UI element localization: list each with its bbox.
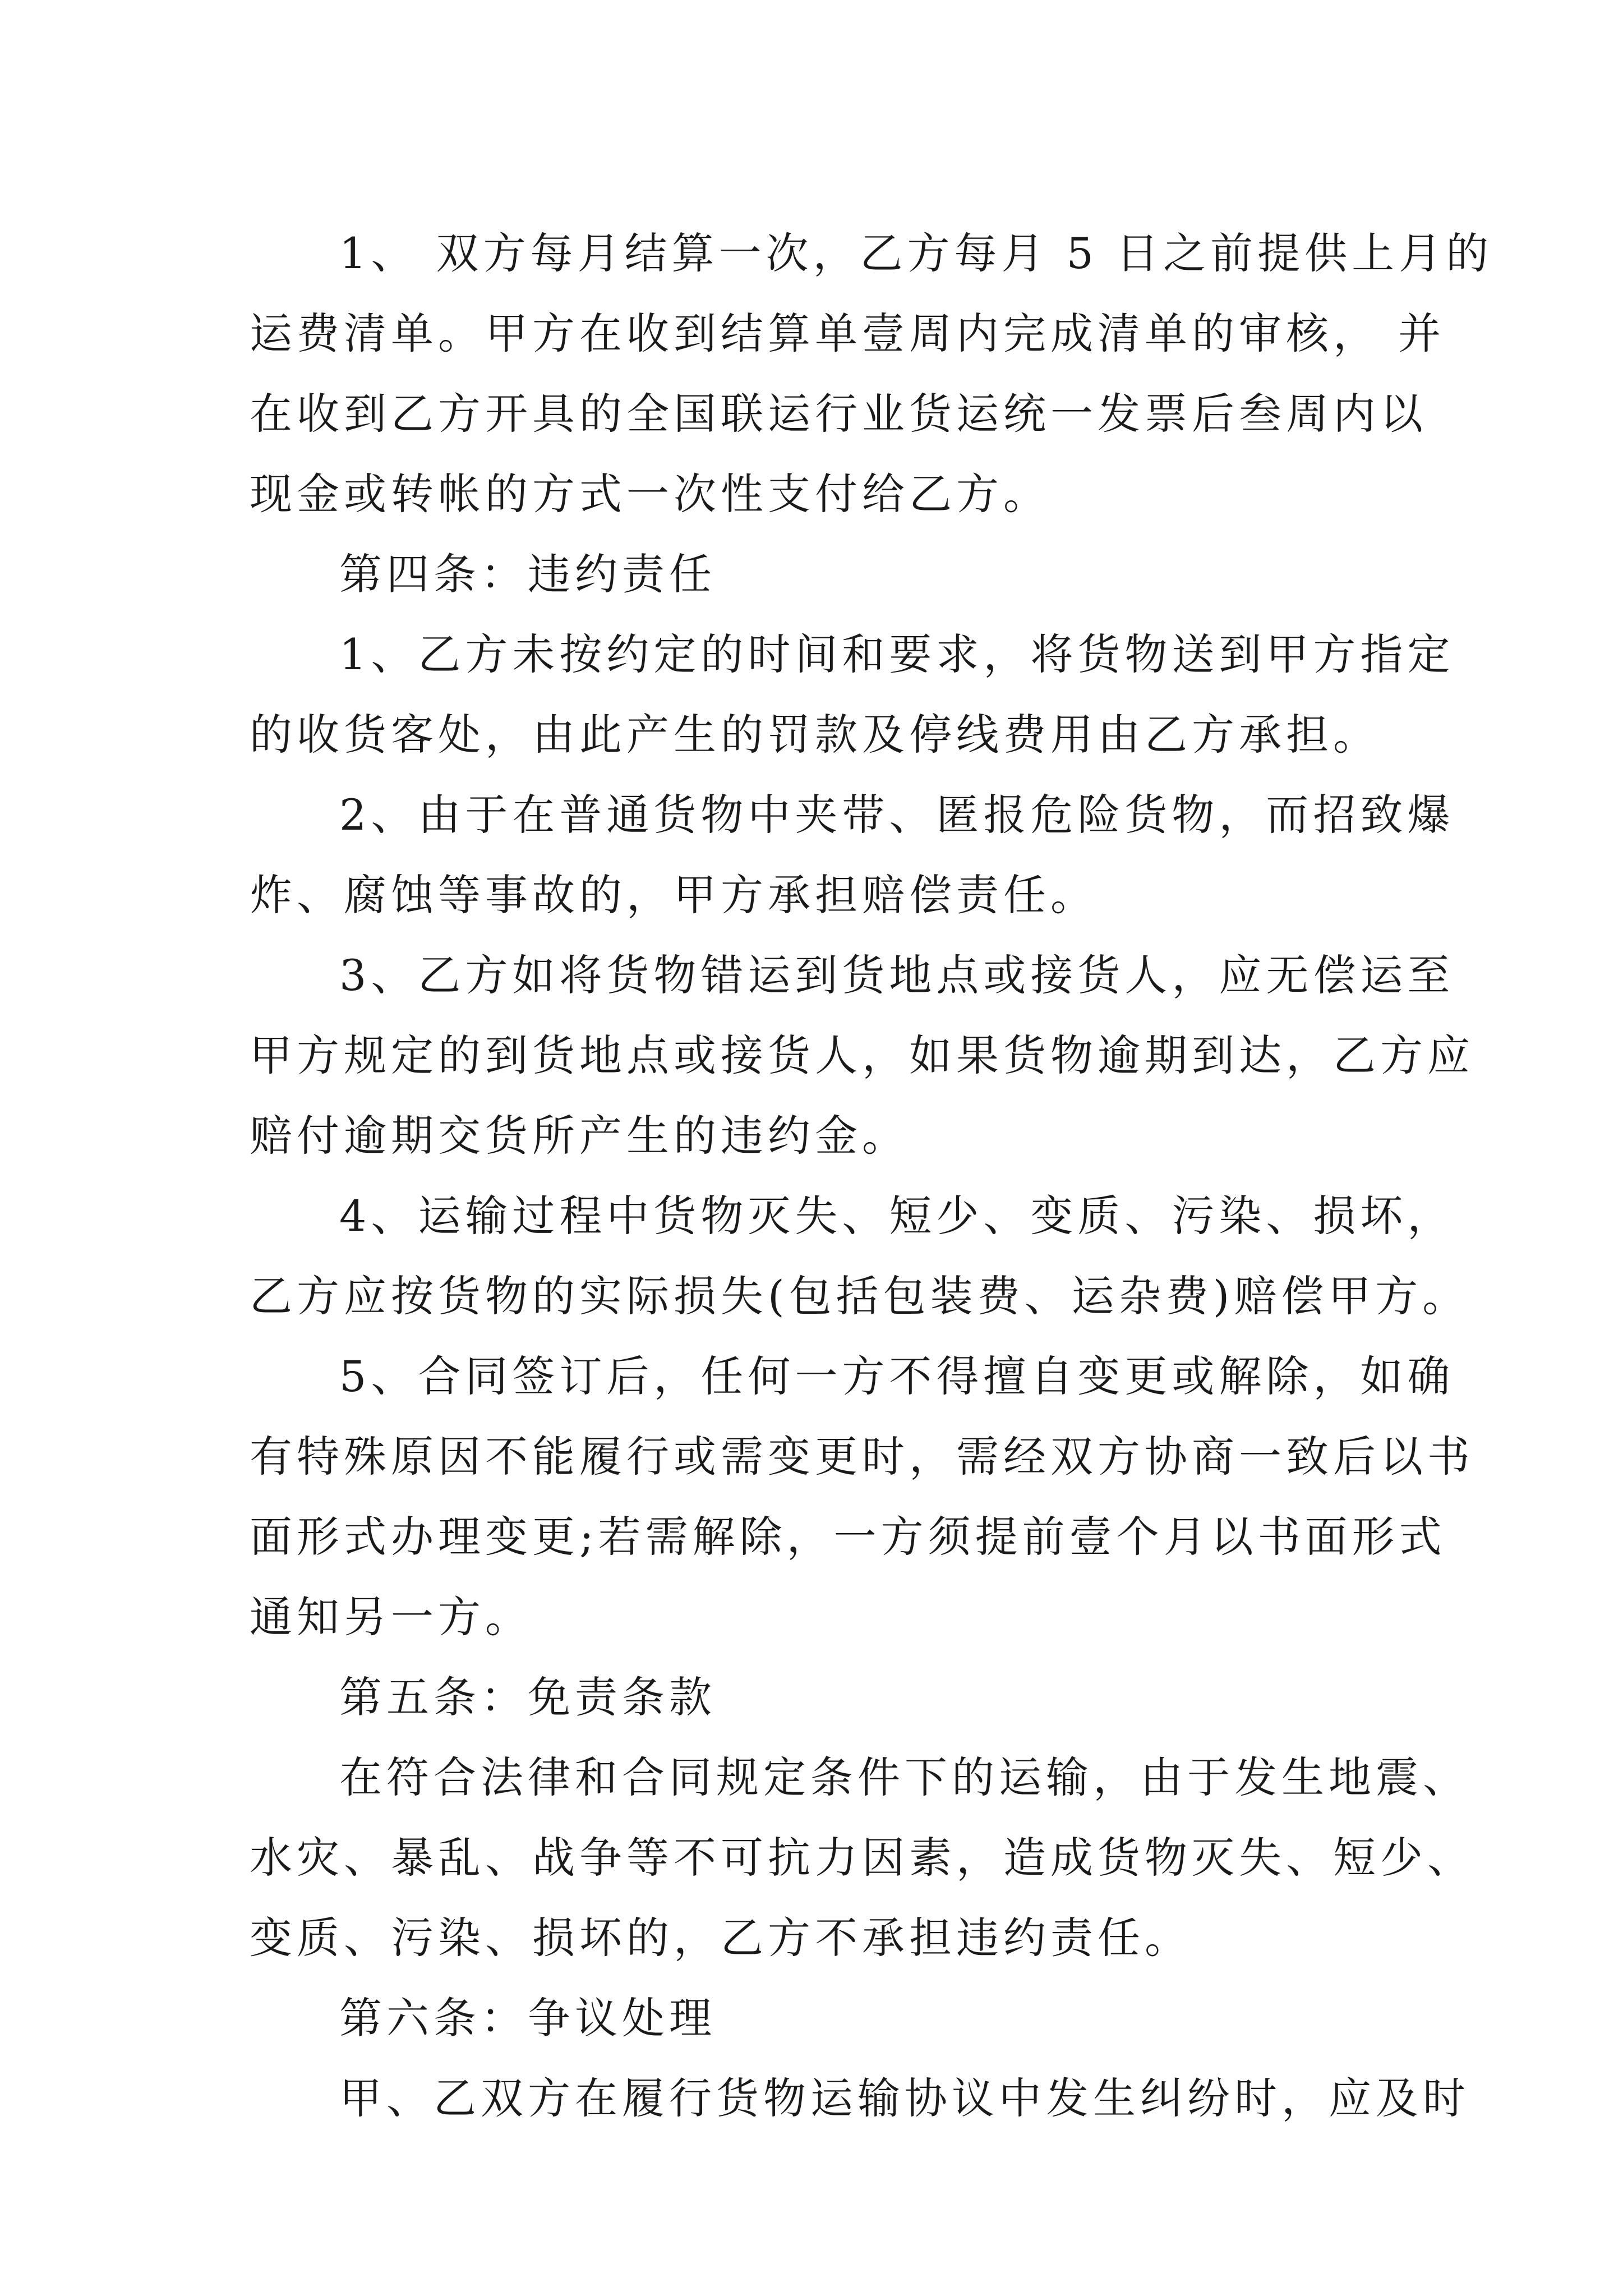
section-heading: 第四条：违约责任 [339, 549, 716, 599]
text-line: 赔付逾期交货所产生的违约金。 [250, 1111, 909, 1161]
text-line: 甲方规定的到货地点或接货人，如果货物逾期到达，乙方应 [250, 1030, 1474, 1080]
text-line: 在符合法律和合同规定条件下的运输，由于发生地震、 [339, 1752, 1470, 1802]
text-line: 有特殊原因不能履行或需变更时，需经双方协商一致后以书 [250, 1432, 1474, 1481]
text-line: 在收到乙方开具的全国联运行业货运统一发票后叁周内以 [250, 389, 1427, 439]
text-line: 水灾、暴乱、战争等不可抗力因素，造成货物灭失、短少、 [250, 1833, 1474, 1883]
text-line: 2、由于在普通货物中夹带、匿报危险货物，而招致爆 [339, 790, 1455, 840]
document-body [250, 213, 1493, 2138]
text-line: 甲、乙双方在履行货物运输协议中发生纠纷时，应及时 [339, 2073, 1470, 2123]
text-line: 4、运输过程中货物灭失、短少、变质、污染、损坏， [339, 1191, 1455, 1241]
text-line: 乙方应按货物的实际损失(包括包装费、运杂费)赔偿甲方。 [250, 1271, 1470, 1321]
text-line: 现金或转帐的方式一次性支付给乙方。 [250, 469, 1050, 519]
text-line: 5、合同签订后，任何一方不得擅自变更或解除，如确 [339, 1351, 1455, 1401]
text-line: 炸、腐蚀等事故的，甲方承担赔偿责任。 [250, 870, 1098, 920]
text-line: 3、乙方如将货物错运到货地点或接货人，应无偿运至 [339, 950, 1455, 1000]
section-heading: 第五条：免责条款 [339, 1672, 716, 1722]
text-line: 面形式办理变更;若需解除，一方须提前壹个月以书面形式 [250, 1512, 1446, 1562]
text-line: 变质、污染、损坏的，乙方不承担违约责任。 [250, 1913, 1192, 1963]
text-line: 1、 双方每月结算一次，乙方每月 5 日之前提供上月的 [339, 228, 1493, 278]
text-line: 通知另一方。 [250, 1592, 532, 1642]
section-heading: 第六条：争议处理 [339, 1993, 716, 2043]
text-line: 1、乙方未按约定的时间和要求，将货物送到甲方指定 [339, 629, 1455, 679]
text-line: 的收货客处，由此产生的罚款及停线费用由乙方承担。 [250, 710, 1380, 760]
text-line: 运费清单。甲方在收到结算单壹周内完成清单的审核， 并 [250, 309, 1446, 358]
